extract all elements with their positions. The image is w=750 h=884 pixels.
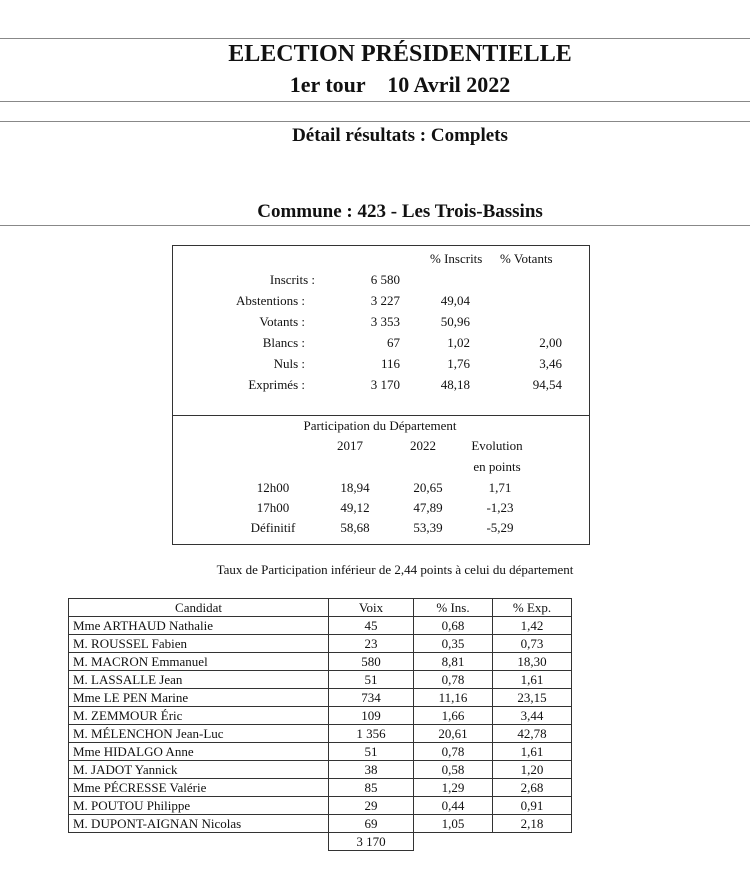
candidate-voix: 51 xyxy=(329,743,414,761)
table-row xyxy=(69,743,572,761)
candidate-pct-exp: 1,61 xyxy=(493,671,572,689)
table-row xyxy=(69,707,572,725)
candidate-voix: 109 xyxy=(329,707,414,725)
part-evol-definitif: -5,29 xyxy=(486,520,514,535)
stat-pctvot-blancs: 2,00 xyxy=(539,335,562,350)
stat-value-abstentions: 3 227 xyxy=(370,293,400,308)
table-row xyxy=(69,725,572,743)
table-row xyxy=(69,761,572,779)
candidate-voix: 1 356 xyxy=(329,725,414,743)
part-2017-definitif: 58,68 xyxy=(340,520,370,535)
header-voix: Voix xyxy=(329,599,414,617)
table-row xyxy=(69,797,572,815)
candidate-pct-ins: 11,16 xyxy=(414,689,493,707)
candidate-name: M. MÉLENCHON Jean-Luc xyxy=(69,725,329,743)
candidate-voix: 734 xyxy=(329,689,414,707)
candidate-name: Mme HIDALGO Anne xyxy=(69,743,329,761)
candidate-pct-ins: 1,29 xyxy=(414,779,493,797)
part-2022-definitif: 53,39 xyxy=(413,520,443,535)
part-label-17h: 17h00 xyxy=(256,500,290,515)
candidate-name: Mme LE PEN Marine xyxy=(69,689,329,707)
candidate-pct-ins: 0,44 xyxy=(414,797,493,815)
part-2022-17h: 47,89 xyxy=(413,500,443,515)
col-pct-inscrits: % Inscrits xyxy=(430,251,483,266)
stat-value-nuls: 116 xyxy=(380,356,400,371)
candidate-pct-exp: 2,18 xyxy=(493,815,572,833)
header-pct-exp: % Exp. xyxy=(493,599,572,617)
candidate-voix: 23 xyxy=(329,635,414,653)
candidate-pct-exp: 18,30 xyxy=(493,653,572,671)
candidate-name: M. DUPONT-AIGNAN Nicolas xyxy=(69,815,329,833)
stat-pctvot-exprimes: 94,54 xyxy=(532,377,562,392)
candidate-name: M. POUTOU Philippe xyxy=(69,797,329,815)
stat-value-blancs: 67 xyxy=(387,335,400,350)
candidate-voix: 85 xyxy=(329,779,414,797)
candidate-pct-exp: 42,78 xyxy=(493,725,572,743)
col-pct-votants: % Votants xyxy=(500,251,553,266)
stat-value-votants: 3 353 xyxy=(370,314,400,329)
candidate-voix: 29 xyxy=(329,797,414,815)
header-candidat: Candidat xyxy=(69,599,329,617)
candidate-pct-ins: 0,58 xyxy=(414,761,493,779)
stat-label-exprimes: Exprimés : xyxy=(248,377,305,392)
page-title: ELECTION PRÉSIDENTIELLE xyxy=(228,41,572,67)
candidate-pct-ins: 0,78 xyxy=(414,671,493,689)
part-label-definitif: Définitif xyxy=(250,520,296,535)
stat-label-inscrits: Inscrits : xyxy=(269,272,315,287)
candidate-voix: 38 xyxy=(329,761,414,779)
candidate-pct-exp: 0,91 xyxy=(493,797,572,815)
candidate-name: M. LASSALLE Jean xyxy=(69,671,329,689)
candidate-name: M. ZEMMOUR Éric xyxy=(69,707,329,725)
candidate-pct-exp: 1,42 xyxy=(493,617,572,635)
candidate-pct-ins: 0,35 xyxy=(414,635,493,653)
candidate-pct-ins: 0,68 xyxy=(414,617,493,635)
stats-divider xyxy=(172,415,590,416)
stat-label-votants: Votants : xyxy=(259,314,305,329)
table-row xyxy=(69,815,572,833)
candidate-pct-exp: 0,73 xyxy=(493,635,572,653)
candidate-name: M. MACRON Emmanuel xyxy=(69,653,329,671)
part-2017-12h: 18,94 xyxy=(340,480,370,495)
stat-label-abstentions: Abstentions : xyxy=(236,293,305,308)
header-pct-ins: % Ins. xyxy=(414,599,493,617)
candidate-pct-exp: 1,20 xyxy=(493,761,572,779)
candidate-pct-ins: 8,81 xyxy=(414,653,493,671)
commune-title: Commune : 423 - Les Trois-Bassins xyxy=(257,201,543,222)
candidate-pct-ins: 0,78 xyxy=(414,743,493,761)
candidate-pct-exp: 23,15 xyxy=(493,689,572,707)
table-row xyxy=(69,689,572,707)
col-evolution: Evolution xyxy=(471,438,523,453)
candidate-pct-exp: 2,68 xyxy=(493,779,572,797)
part-2017-17h: 49,12 xyxy=(340,500,370,515)
stat-pctvot-nuls: 3,46 xyxy=(539,356,562,371)
col-en-points: en points xyxy=(473,459,521,474)
candidate-voix: 51 xyxy=(329,671,414,689)
stat-pctins-nuls: 1,76 xyxy=(447,356,470,371)
candidate-voix: 580 xyxy=(329,653,414,671)
part-evol-12h: 1,71 xyxy=(488,480,512,495)
candidates-table xyxy=(68,598,572,851)
stat-pctins-votants: 50,96 xyxy=(440,314,470,329)
round-date: 1er tour 10 Avril 2022 xyxy=(289,72,511,97)
table-row xyxy=(69,617,572,635)
candidate-pct-exp: 1,61 xyxy=(493,743,572,761)
candidate-name: M. JADOT Yannick xyxy=(69,761,329,779)
table-row xyxy=(69,635,572,653)
rule-4 xyxy=(0,225,750,226)
stat-pctins-exprimes: 48,18 xyxy=(440,377,470,392)
stat-label-nuls: Nuls : xyxy=(273,356,305,371)
part-label-12h: 12h00 xyxy=(256,480,290,495)
part-2022-12h: 20,65 xyxy=(413,480,443,495)
candidate-pct-ins: 1,66 xyxy=(414,707,493,725)
participation-title: Participation du Département xyxy=(303,418,457,433)
table-row xyxy=(69,653,572,671)
rule-3 xyxy=(0,121,750,122)
detail-results: Détail résultats : Complets xyxy=(292,125,508,146)
candidate-voix: 45 xyxy=(329,617,414,635)
col-2022: 2022 xyxy=(410,438,436,453)
table-row xyxy=(69,671,572,689)
rule-2 xyxy=(0,101,750,102)
candidate-pct-ins: 1,05 xyxy=(414,815,493,833)
stat-value-exprimes: 3 170 xyxy=(370,377,400,392)
candidate-voix: 69 xyxy=(329,815,414,833)
stat-value-inscrits: 6 580 xyxy=(370,272,400,287)
candidate-pct-ins: 20,61 xyxy=(414,725,493,743)
total-voix: 3 170 xyxy=(329,833,414,851)
total-row xyxy=(69,833,572,851)
candidate-name: Mme ARTHAUD Nathalie xyxy=(69,617,329,635)
col-2017: 2017 xyxy=(337,438,363,453)
stat-pctins-abstentions: 49,04 xyxy=(440,293,470,308)
total-spacer xyxy=(414,833,493,851)
participation-note: Taux de Participation inférieur de 2,44 points à celui du département xyxy=(216,562,574,577)
part-evol-17h: -1,23 xyxy=(486,500,514,515)
rule-top xyxy=(0,38,750,39)
candidates-header-row xyxy=(69,599,572,617)
total-spacer xyxy=(493,833,572,851)
total-spacer xyxy=(69,833,329,851)
candidate-pct-exp: 3,44 xyxy=(493,707,572,725)
stat-label-blancs: Blancs : xyxy=(262,335,305,350)
stat-pctins-blancs: 1,02 xyxy=(447,335,470,350)
table-row xyxy=(69,779,572,797)
candidate-name: M. ROUSSEL Fabien xyxy=(69,635,329,653)
candidate-name: Mme PÉCRESSE Valérie xyxy=(69,779,329,797)
